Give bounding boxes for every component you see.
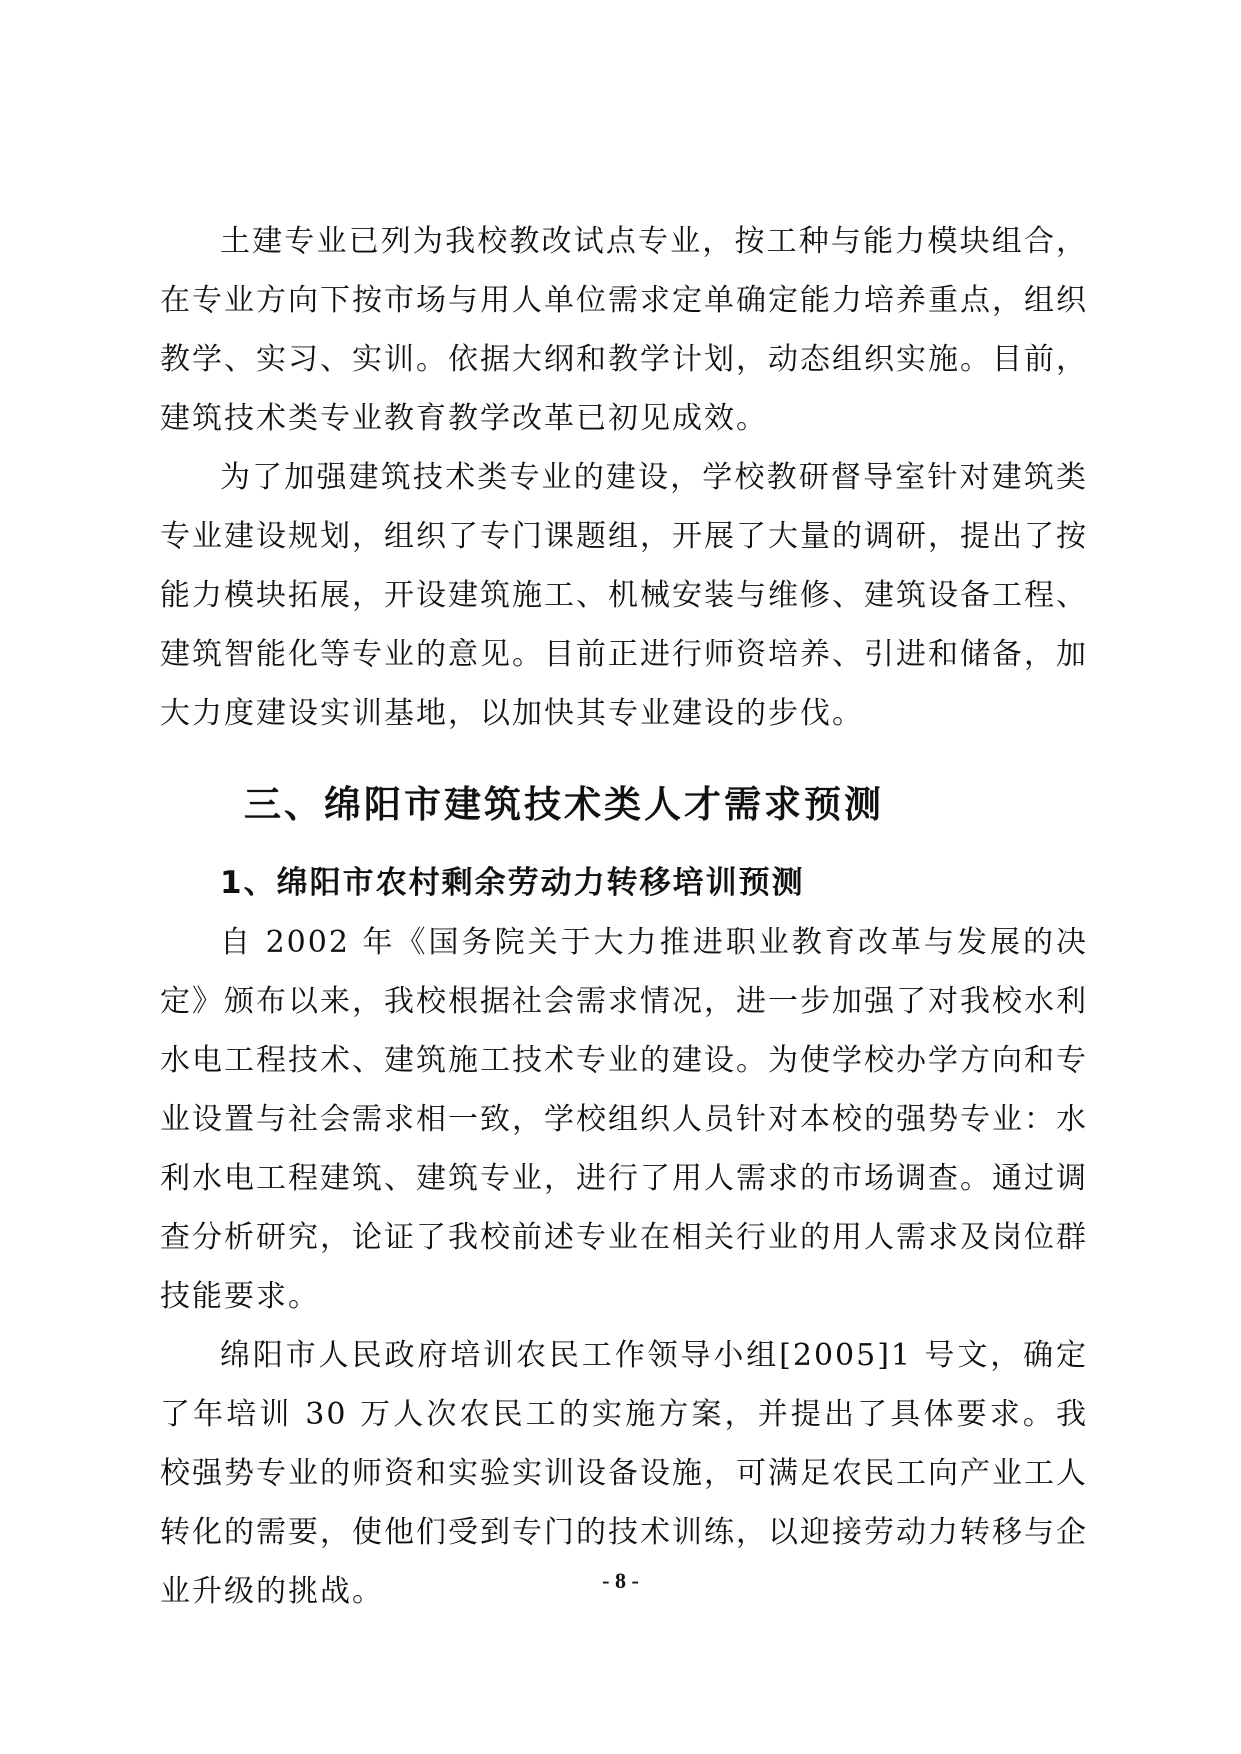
paragraph-state-council-decision: 自 2002 年《国务院关于大力推进职业教育改革与发展的决定》颁布以来，我校根据社会需求情况，进一步加强了对我校水利水电工程技术、建筑施工技术专业的建设。为使学校办学方向和专业设置与社会需求相一致，学校组织人员针对本校的强势专业：水利水电工程建筑、建筑专业，进行了用人需求的市场调查。通过调查分析研究，论证了我校前述专业在相关行业的用人需求及岗位群技能要求。 (160, 925, 1088, 1314)
paragraph-construction-major-planning: 为了加强建筑技术类专业的建设，学校教研督导室针对建筑类专业建设规划，组织了专门课题组，开展了大量的调研，提出了按能力模块拓展，开设建筑施工、机械安装与维修、建筑设备工程、建筑智能化等专业的意见。目前正进行师资培养、引进和储备，加大力度建设实训基地，以加快其专业建设的步伐。 (160, 460, 1088, 731)
sub-heading: 1、绵阳市农村剩余劳动力转移培训预测 (220, 865, 805, 901)
paragraph-farmer-training-plan: 绵阳市人民政府培训农民工作领导小组[2005]1 号文，确定了年培训 30 万人次农民工的实施方案，并提出了具体要求。我校强势专业的师资和实验实训设备设施，可满足农民工向产业工人转化的需要，使他们受到专门的技术训练，以迎接劳动力转移与企业升级的挑战。 (160, 1338, 1088, 1609)
paragraph-civil-engineering-reform: 土建专业已列为我校教改试点专业，按工种与能力模块组合，在专业方向下按市场与用人单位需求定单确定能力培养重点，组织教学、实习、实训。依据大纲和教学计划，动态组织实施。目前，建筑技术类专业教育教学改革已初见成效。 (160, 224, 1088, 436)
page-number: - 8 - (602, 1568, 639, 1593)
document-body (160, 212, 1088, 1621)
section-heading: 三、绵阳市建筑技术类人才需求预测 (244, 783, 884, 826)
